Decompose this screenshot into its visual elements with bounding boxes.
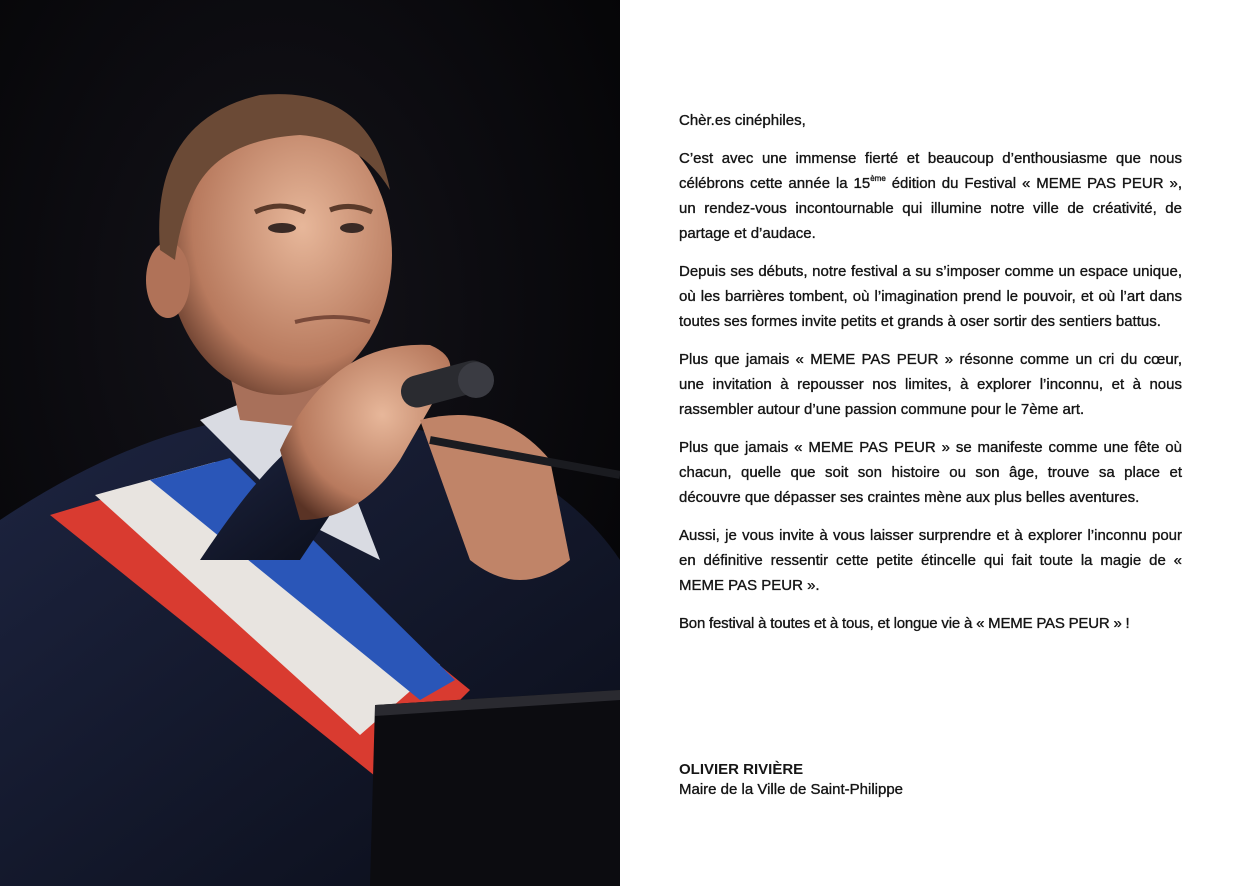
- paragraph-1: [679, 146, 1182, 246]
- signatory-title: Maire de la Ville de Saint-Philippe: [679, 781, 904, 798]
- paragraph-3: Plus que jamais « MEME PAS PEUR » résonne comme un cri du cœur, une invitation à repousser nos limites, à explorer l’inconnu, et à nous rassembler autour d’une passion commune pour le 7ème art.: [679, 351, 1182, 418]
- signature: [679, 760, 903, 800]
- signatory-name: OLIVIER RIVIÈRE: [679, 761, 804, 778]
- paragraph-2: Depuis ses débuts, notre festival a su s’imposer comme un espace unique, où les barrières tombent, où l’imagination prend le pouvoir, et où l’art dans toutes ses formes invite petits et grands à oser sortir des sentiers battus.: [679, 263, 1182, 330]
- letter-body: [679, 108, 1182, 649]
- greeting: Chèr.es cinéphiles,: [679, 112, 806, 129]
- paragraph-5: Aussi, je vous invite à vous laisser surprendre et à explorer l’inconnu pour en définitive ressentir cette petite étincelle qui fait toute la magie de « MEME PAS PEUR ».: [679, 527, 1182, 594]
- ordinal-suffix: ème: [870, 174, 886, 183]
- paragraph-6: Bon festival à toutes et à tous, et longue vie à « MEME PAS PEUR » !: [679, 615, 1130, 632]
- paragraph-1-end: édition du Festival « MEME PAS PEUR », un rendez-vous incontournable qui illumine notre ville de créativité, de partage et d’audace.: [679, 175, 1182, 242]
- paragraph-1-start: C’est avec une immense fierté et beaucoup d’enthousiasme que nous célébrons cette année la 15: [679, 150, 1182, 192]
- paragraph-4: Plus que jamais « MEME PAS PEUR » se manifeste comme une fête où chacun, quelle que soit son histoire ou son âge, trouve sa place et découvre que dépasser ses craintes mène aux plus belles aventures.: [679, 439, 1182, 506]
